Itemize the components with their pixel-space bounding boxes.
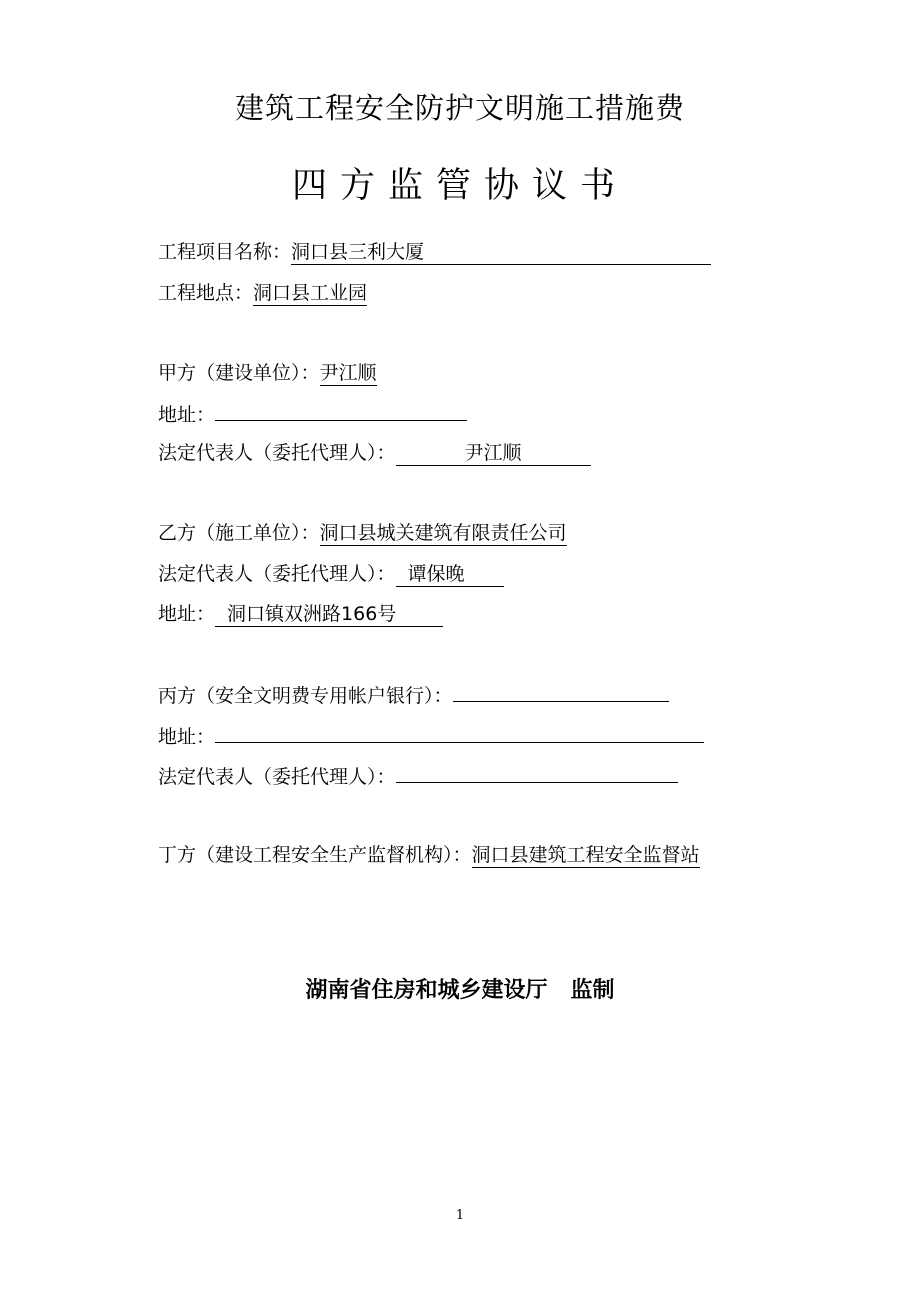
project-name-row xyxy=(158,239,711,265)
party-c-blank xyxy=(453,681,669,702)
party-b-rep-label: 法定代表人（委托代理人）： xyxy=(158,563,396,585)
party-b-value: 洞口县城关建筑有限责任公司 xyxy=(319,522,567,544)
project-location-row xyxy=(158,280,367,306)
party-a-address-label: 地址： xyxy=(158,404,216,426)
party-c-rep-label: 法定代表人（委托代理人）： xyxy=(158,766,396,788)
party-c-address-label: 地址： xyxy=(158,726,216,748)
party-a-address-blank xyxy=(215,400,467,421)
party-b-label: 乙方（施工单位）： xyxy=(158,522,320,544)
party-b-rep-value: 谭保晚 xyxy=(396,562,504,587)
party-c-rep-blank xyxy=(396,762,678,783)
party-d-label: 丁方（建设工程安全生产监督机构）： xyxy=(158,844,472,866)
party-a-value: 尹江顺 xyxy=(319,362,377,384)
project-name-value: 洞口县三利大厦 xyxy=(291,240,711,265)
project-name-label: 工程项目名称： xyxy=(158,241,292,263)
party-c-address-blank xyxy=(215,722,704,743)
party-a-label: 甲方（建设单位）： xyxy=(158,362,320,384)
party-b-row xyxy=(158,520,567,546)
project-location-value: 洞口县工业园 xyxy=(253,282,368,304)
party-a-rep-row xyxy=(158,440,591,466)
party-b-address-value: 洞口镇双洲路166号 xyxy=(215,602,443,627)
party-c-label: 丙方（安全文明费专用帐户银行）： xyxy=(158,685,453,707)
party-d-row xyxy=(158,842,700,868)
party-a-row xyxy=(158,360,377,386)
document-title: 建筑工程安全防护文明施工措施费 xyxy=(234,91,685,125)
party-c-row xyxy=(158,681,669,709)
party-a-rep-value: 尹江顺 xyxy=(396,441,591,466)
page-number: 1 xyxy=(455,1208,465,1223)
party-b-address-label: 地址： xyxy=(158,603,216,625)
party-d-value: 洞口县建筑工程安全监督站 xyxy=(471,844,700,866)
party-c-rep-row xyxy=(158,762,678,790)
party-c-address-row xyxy=(158,722,704,750)
supervisor-line: 湖南省住房和城乡建设厅 监制 xyxy=(305,978,615,1003)
party-a-address-row xyxy=(158,400,467,428)
party-b-address-row xyxy=(158,601,443,627)
party-b-rep-row xyxy=(158,561,504,587)
document-subtitle: 四方监管协议书 xyxy=(291,166,628,206)
project-location-label: 工程地点： xyxy=(158,282,254,304)
party-a-rep-label: 法定代表人（委托代理人）： xyxy=(158,442,396,464)
